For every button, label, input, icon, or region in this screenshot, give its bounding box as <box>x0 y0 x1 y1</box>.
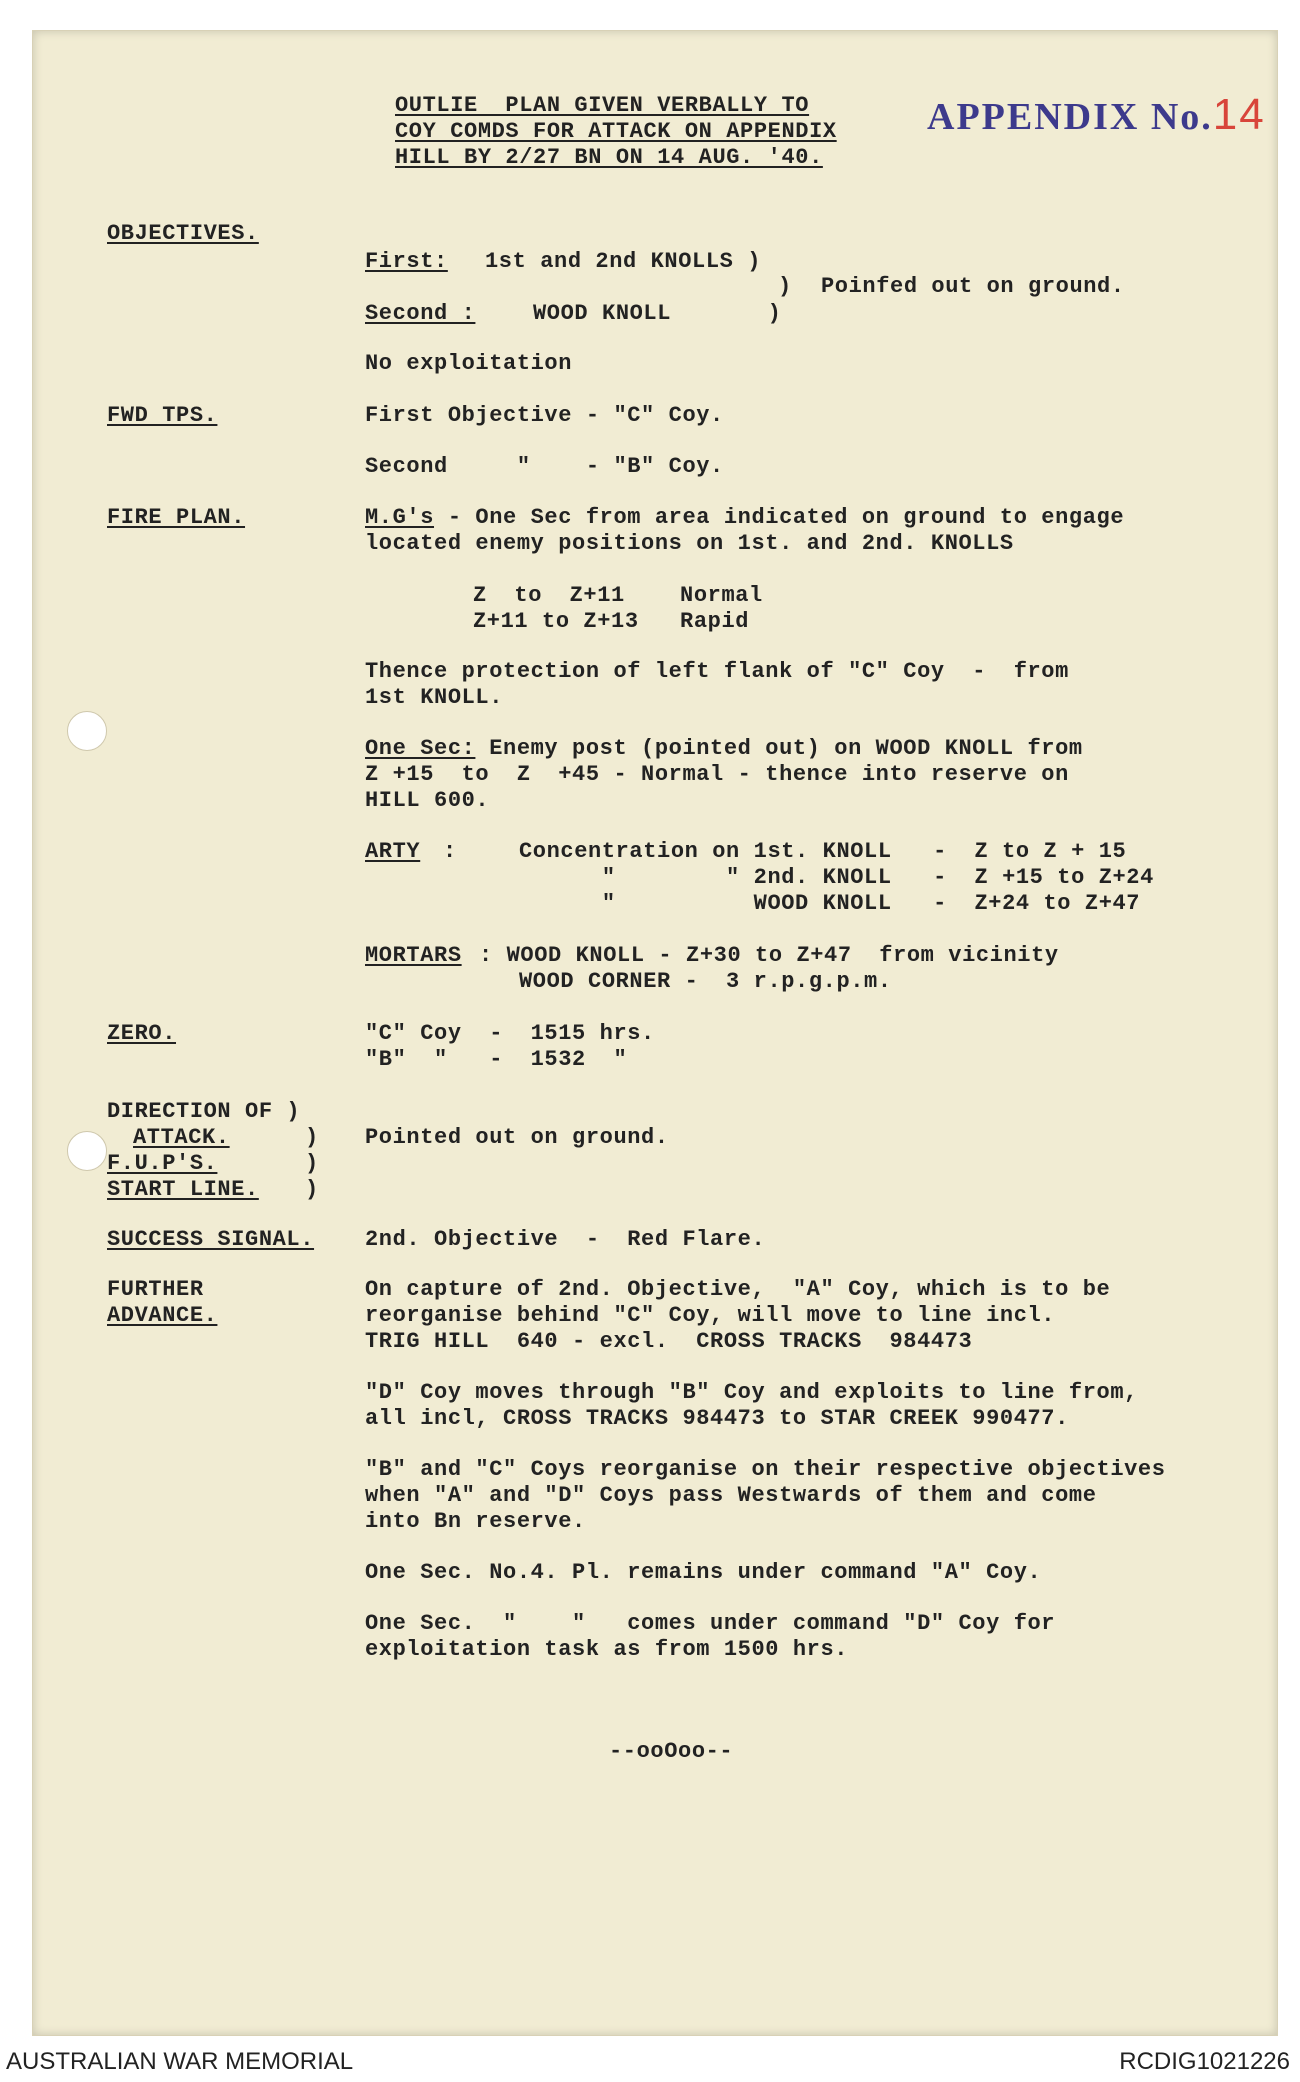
one-sec-line-2: Z +15 to Z +45 - Normal - thence into reserve on <box>365 762 1069 787</box>
punch-hole-top <box>67 711 107 751</box>
arty-line-2: " " 2nd. KNOLL - Z +15 to Z+24 <box>519 865 1154 890</box>
direction-heading-line-3: F.U.P'S. <box>107 1151 218 1176</box>
further-advance-p2-line-1: "D" Coy moves through "B" Coy and exploits to line from, <box>365 1380 1138 1405</box>
arty-label: ARTY <box>365 839 421 864</box>
mg-label: M.G's <box>365 505 435 530</box>
second-objective-text: WOOD KNOLL ) <box>533 301 782 326</box>
zero-line-1: "C" Coy - 1515 hrs. <box>365 1021 655 1046</box>
direction-heading-line-1: DIRECTION OF ) <box>107 1099 301 1124</box>
arty-line-1: Concentration on 1st. KNOLL - Z to Z + 15 <box>519 839 1127 864</box>
mg-timing-rapid: Z+11 to Z+13 Rapid <box>473 609 750 634</box>
arty-line-3: " WOOD KNOLL - Z+24 to Z+47 <box>519 891 1141 916</box>
one-sec-text: Enemy post (pointed out) on WOOD KNOLL from <box>475 736 1083 761</box>
appendix-number: 14 <box>1212 90 1266 139</box>
objectives-bracket: ) <box>778 274 792 299</box>
further-advance-p1-line-1: On capture of 2nd. Objective, "A" Coy, which is to be <box>365 1277 1111 1302</box>
second-objective-label: Second : <box>365 301 476 326</box>
arty-colon: : <box>443 839 457 864</box>
first-objective-label: First: <box>365 249 448 274</box>
end-mark: --ooOoo-- <box>609 1739 734 1764</box>
zero-heading: ZERO. <box>107 1021 177 1046</box>
fwd-tps-heading: FWD TPS. <box>107 403 218 428</box>
further-advance-p1-line-2: reorganise behind "C" Coy, will move to line incl. <box>365 1303 1056 1328</box>
mortars-line-2: WOOD CORNER - 3 r.p.g.p.m. <box>519 969 892 994</box>
direction-bracket-4: ) <box>305 1177 319 1202</box>
mg-timing-normal: Z to Z+11 Normal <box>473 583 763 608</box>
further-advance-p3-line-3: into Bn reserve. <box>365 1509 586 1534</box>
zero-line-2: "B" " - 1532 " <box>365 1047 628 1072</box>
direction-heading-line-2: ATTACK. <box>133 1125 230 1150</box>
further-advance-p5-line-2: exploitation task as from 1500 hrs. <box>365 1637 849 1662</box>
thence-line-1: Thence protection of left flank of "C" Coy - from <box>365 659 1069 684</box>
one-sec-line-1 <box>365 736 1083 761</box>
document-page <box>32 30 1278 2036</box>
further-advance-p5-line-1: One Sec. " " comes under command "D" Coy for <box>365 1611 1056 1636</box>
further-advance-heading-2: ADVANCE. <box>107 1303 218 1328</box>
direction-bracket-2: ) <box>305 1125 319 1150</box>
fwd-tps-line-1: First Objective - "C" Coy. <box>365 403 724 428</box>
direction-text: Pointed out on ground. <box>365 1125 669 1150</box>
fwd-tps-line-2: Second " - "B" Coy. <box>365 454 724 479</box>
punch-hole-bottom <box>67 1131 107 1171</box>
further-advance-p1-line-3: TRIG HILL 640 - excl. CROSS TRACKS 984473 <box>365 1329 973 1354</box>
one-sec-label: One Sec: <box>365 736 476 761</box>
appendix-stamp <box>927 90 1266 140</box>
mortars-line-1: : WOOD KNOLL - Z+30 to Z+47 from vicinity <box>479 943 1059 968</box>
mg-line-2: located enemy positions on 1st. and 2nd. KNOLLS <box>365 531 1014 556</box>
direction-heading-line-4: START LINE. <box>107 1177 259 1202</box>
mortars-label: MORTARS <box>365 943 462 968</box>
objectives-pointed-out: Poinfed out on ground. <box>821 274 1125 299</box>
document-title-line-1: OUTLIE PLAN GIVEN VERBALLY TO <box>395 93 810 118</box>
mg-text: - One Sec from area indicated on ground to engage <box>434 505 1125 530</box>
further-advance-p3-line-1: "B" and "C" Coys reorganise on their respective objectives <box>365 1457 1166 1482</box>
further-advance-heading-1: FURTHER <box>107 1277 204 1302</box>
further-advance-p4: One Sec. No.4. Pl. remains under command "A" Coy. <box>365 1560 1042 1585</box>
mg-line-1 <box>365 505 1124 530</box>
document-title-line-2: COY COMDS FOR ATTACK ON APPENDIX <box>395 119 837 144</box>
footer-record-id: RCDIG1021226 <box>1119 2048 1290 2075</box>
footer-archive-name: AUSTRALIAN WAR MEMORIAL <box>6 2048 354 2075</box>
one-sec-line-3: HILL 600. <box>365 788 490 813</box>
fire-plan-heading: FIRE PLAN. <box>107 505 246 530</box>
direction-bracket-3: ) <box>305 1151 319 1176</box>
objectives-heading: OBJECTIVES. <box>107 221 259 246</box>
thence-line-2: 1st KNOLL. <box>365 685 504 710</box>
no-exploitation: No exploitation <box>365 351 573 376</box>
first-objective-text: 1st and 2nd KNOLLS ) <box>485 249 762 274</box>
success-signal-heading: SUCCESS SIGNAL. <box>107 1227 315 1252</box>
further-advance-p2-line-2: all incl, CROSS TRACKS 984473 to STAR CREEK 990477. <box>365 1406 1069 1431</box>
document-title-line-3: HILL BY 2/27 BN ON 14 AUG. '40. <box>395 145 823 170</box>
further-advance-p3-line-2: when "A" and "D" Coys pass Westwards of them and come <box>365 1483 1097 1508</box>
success-signal-text: 2nd. Objective - Red Flare. <box>365 1227 766 1252</box>
appendix-label: APPENDIX No. <box>927 96 1213 138</box>
